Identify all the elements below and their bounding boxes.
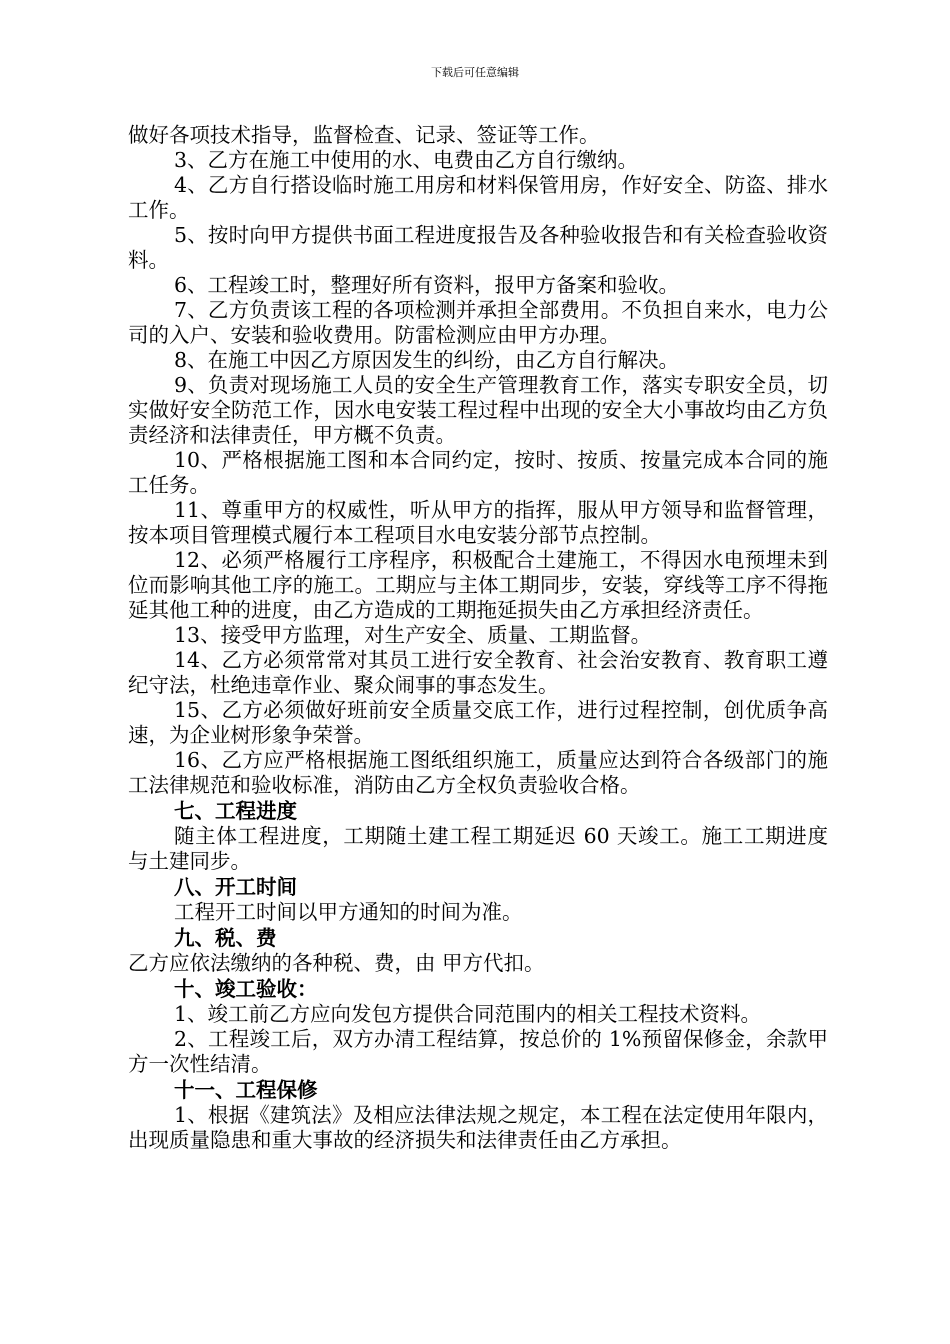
paragraph: 做好各项技术指导，监督检查、记录、签证等工作。 — [128, 123, 600, 147]
paragraph: 随主体工程进度，工期随土建工程工期延迟 60 天竣工。施工工期进度与土建同步。 — [128, 824, 828, 873]
document-body — [128, 123, 828, 1153]
section-heading: 十、竣工验收： — [174, 977, 318, 1001]
paragraph: 6、工程竣工时，整理好所有资料，报甲方备案和验收。 — [174, 273, 680, 297]
section-heading: 八、开工时间 — [174, 875, 297, 899]
paragraph: 12、必须严格履行工序程序，积极配合土建施工，不得因水电预埋未到位而影响其他工序的施工。工期应与主体工期同步，安装，穿线等工序不得拖延其他工种的进度，由乙方造成的工期拖延损失由乙方承担经济责任。 — [128, 548, 828, 622]
section-heading: 九、税、费 — [174, 926, 277, 950]
paragraph: 5、按时向甲方提供书面工程进度报告及各种验收报告和有关检查验收资料。 — [128, 223, 828, 272]
paragraph: 4、乙方自行搭设临时施工用房和材料保管用房，作好安全、防盗、排水工作。 — [128, 173, 828, 222]
paragraph: 15、乙方必须做好班前安全质量交底工作，进行过程控制，创优质争高速，为企业树形象争荣誉。 — [128, 698, 828, 747]
paragraph: 10、严格根据施工图和本合同约定，按时、按质、按量完成本合同的施工任务。 — [128, 448, 828, 497]
page-header-note: 下载后可任意编辑 — [431, 66, 519, 79]
paragraph: 14、乙方必须常常对其员工进行安全教育、社会治安教育、教育职工遵纪守法，杜绝违章作业、聚众闹事的事态发生。 — [128, 648, 828, 697]
paragraph: 3、乙方在施工中使用的水、电费由乙方自行缴纳。 — [174, 148, 639, 172]
section-heading: 七、工程进度 — [174, 799, 297, 823]
paragraph: 9、负责对现场施工人员的安全生产管理教育工作，落实专职安全员，切实做好安全防范工作，因水电安装工程过程中出现的安全大小事故均由乙方负责经济和法律责任，甲方概不负责。 — [128, 373, 828, 447]
paragraph: 1、根据《建筑法》及相应法律法规之规定，本工程在法定使用年限内，出现质量隐患和重大事故的经济损失和法律责任由乙方承担。 — [128, 1103, 828, 1152]
paragraph: 乙方应依法缴纳的各种税、费，由 甲方代扣。 — [128, 951, 545, 975]
paragraph: 2、工程竣工后，双方办清工程结算，按总价的 1%预留保修金，余款甲方一次性结清。 — [128, 1027, 828, 1076]
paragraph: 13、接受甲方监理，对生产安全、质量、工期监督。 — [174, 623, 652, 647]
paragraph: 11、尊重甲方的权威性，听从甲方的指挥，服从甲方领导和监督管理，按本项目管理模式履行本工程项目水电安装分部节点控制。 — [128, 498, 828, 547]
paragraph: 7、乙方负责该工程的各项检测并承担全部费用。不负担自来水，电力公司的入户、安装和验收费用。防雷检测应由甲方办理。 — [128, 298, 828, 347]
paragraph: 1、竣工前乙方应向发包方提供合同范围内的相关工程技术资料。 — [174, 1002, 762, 1026]
paragraph: 16、乙方应严格根据施工图纸组织施工，质量应达到符合各级部门的施工法律规范和验收标准，消防由乙方全权负责验收合格。 — [128, 748, 828, 797]
section-heading: 十一、工程保修 — [174, 1078, 318, 1102]
paragraph: 8、在施工中因乙方原因发生的纠纷，由乙方自行解决。 — [174, 348, 680, 372]
paragraph: 工程开工时间以甲方通知的时间为准。 — [174, 900, 523, 924]
